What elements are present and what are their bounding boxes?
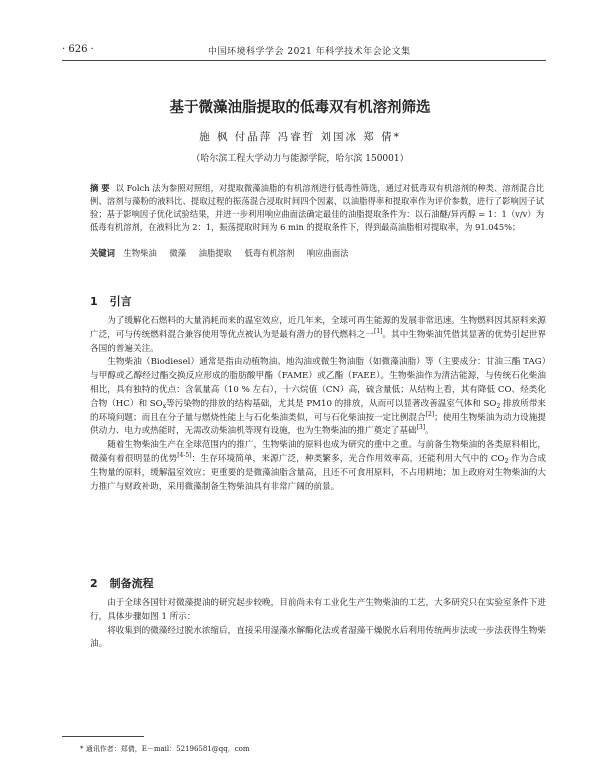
keyword: 微藻 <box>169 248 186 258</box>
paragraph-text: 为了缓解化石燃料的大量消耗而来的温室效应，近几年来，全球可再生能源的发展非常迅速。生物燃料因其原料来源广泛，可与传统燃料混合兼容使用等优点被认为是最有潜力的替代燃料之一 <box>90 316 546 340</box>
paragraph-text: 排放所带来的环境问题；而且在分子量与燃烧性能上与石化柴油类似，可与石化柴油按一定比例混合 <box>90 398 547 423</box>
header-divider <box>62 60 546 61</box>
introduction-body <box>90 315 546 494</box>
section-heading-preparation <box>90 575 154 591</box>
section-title: 制备流程 <box>109 577 154 590</box>
paragraph-text: 。其中生物柴油凭借其显著的优势引起世界各国的普遍关注。 <box>90 329 546 354</box>
citation: [4-5] <box>177 451 192 459</box>
paragraph <box>90 315 546 356</box>
paragraph-text: ：生存环境简单，来源广泛，种类繁多，光合作用效率高，还能利用大气中的 CO <box>191 453 505 464</box>
keyword: 响应曲面法 <box>306 248 349 258</box>
keyword: 低毒有机溶剂 <box>244 248 295 258</box>
page-number: · 626 · <box>62 44 94 55</box>
paragraph-text: 。 <box>425 426 434 437</box>
paragraph-text: ；使用生物柴油为动力设施提供动力、电力或热能时，无需改动柴油机等现有设施，也为生物柴油的推广奠定了基础 <box>90 412 546 437</box>
affiliation: （哈尔滨工程大学动力与能源学院，哈尔滨 150001） <box>191 154 409 164</box>
paragraph: 由于全球各国针对微藻提油的研究起步较晚，目前尚未有工业化生产生物柴油的工艺，大多研究只在实验室条件下进行，具体步骤如图 1 所示： <box>90 598 546 622</box>
paragraph <box>90 439 546 494</box>
section-number: 1 <box>90 295 98 308</box>
abstract-text: 以 Folch 法为参照对照组，对提取微藻油脂的有机溶剂进行低毒性筛选，通过对低毒双有机溶剂的种类、溶剂混合比例、溶剂与藻粉的液料比、提取过程的振荡混合浸取时间四个因素，以油脂得率和提取率作为评价参数，进行了影响因子试验；基于影响因子优化试验结果，并进一步利用响应曲面法确定最佳的油脂提取条件为：以石油醚/异丙醇 = 1：1（v/v）为低毒有机溶剂，在液料比为 2：1，振荡提取时间为 6 min 的提取条件下，得到最高油脂相对提取率，为 91.045%； <box>90 183 544 232</box>
paragraph-text: 生物柴油（Biodiesel）通常是指由动植物油、地沟油或微生物油脂（如微藻油脂）等（主要成分：甘油三酯 TAG）与甲醇或乙醇经过酯交换反应形成的脂肪酸甲酯（FAME）或乙酯（FAEE）。生物柴油作为清洁能源，与传统石化柴油相比，具有独特的优点：含氧量高（10 % 左右），十六烷值（CN）高，硫含量低；从结构上看，其有降低 CO、烃类化合物（HC）和 SO <box>90 357 546 409</box>
abstract-label: 摘 要 <box>90 183 110 193</box>
conference-title: 中国环境科学学会 2021 年科学技术年会论文集 <box>208 47 411 57</box>
footnote: * 通讯作者：郑倩，E－mail：52196581@qq．com <box>80 745 250 753</box>
author-list: 施 枫 付晶萍 冯睿哲 刘国冰 郑 倩* <box>199 131 401 143</box>
section-number: 2 <box>90 577 98 590</box>
citation: [2] <box>425 410 435 418</box>
paragraph-text: 随着生物柴油生产在全球范围内的推广，生物柴油的原料也成为研究的重中之重。与前备生物柴油的各类原料相比，微藻有着很明显的优势 <box>90 440 546 464</box>
subscript: 2 <box>504 457 509 465</box>
keyword: 油脂提取 <box>198 248 232 258</box>
paragraph <box>90 356 546 439</box>
keyword: 生物柴油 <box>123 248 157 258</box>
paragraph-text: 作为合成生物量的原料，缓解温室效应；更重要的是微藻油脂含量高，且还不可食用原料，不占用耕地；加上政府对生物柴油的大力推广与财政补助，采用微藻制备生物柴油具有非常广阔的前景。 <box>90 453 546 492</box>
paragraph-text: 等污染物的排放的结构基础，尤其是 PM10 的排放，从而可以显著改善温室气体和 SO <box>166 398 497 409</box>
citation: [3] <box>416 424 426 432</box>
keywords-label: 关键词 <box>90 248 115 258</box>
citation: [1] <box>373 327 383 335</box>
preparation-body <box>90 597 546 652</box>
paragraph: 将收集到的微藻经过脱水浓缩后，直接采用湿藻水解酶化法或者湿藻干燥脱水后利用传统两步法或一步法获得生物柴油。 <box>90 625 546 650</box>
subscript: x <box>162 402 167 410</box>
abstract-block <box>90 182 544 234</box>
footnote-divider <box>62 736 144 737</box>
keywords-block <box>90 247 544 260</box>
subscript: 2 <box>496 402 501 410</box>
section-title: 引言 <box>109 295 132 308</box>
paper-title: 基于微藻油脂提取的低毒双有机溶剂筛选 <box>169 100 431 116</box>
section-heading-introduction <box>90 293 132 309</box>
running-header <box>62 44 546 58</box>
